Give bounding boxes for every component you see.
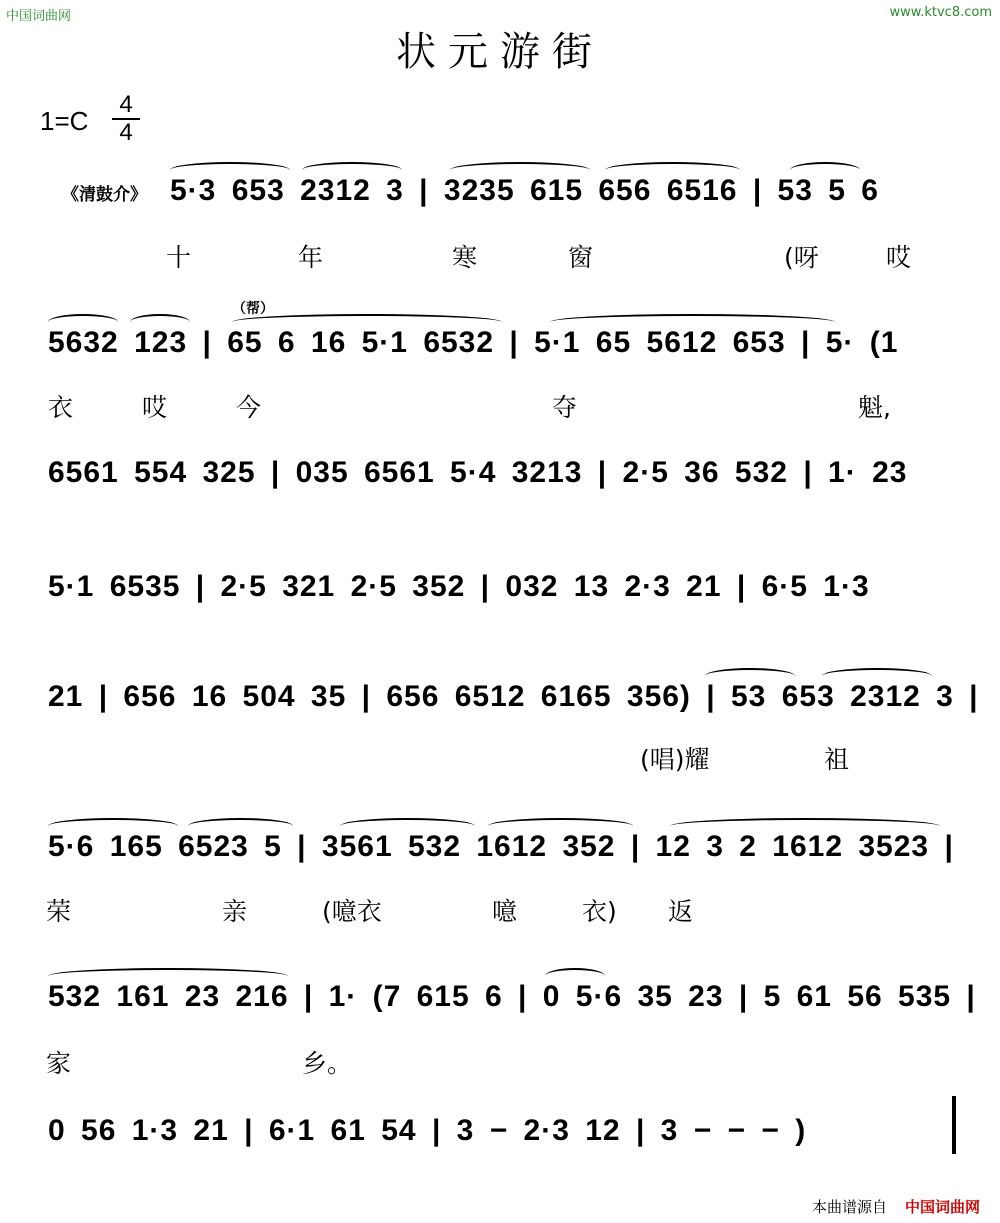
watermark-left: 中国词曲网 xyxy=(6,9,72,24)
slur xyxy=(232,314,502,330)
lyric: 哎 xyxy=(886,243,912,272)
lyric: 窗 xyxy=(568,243,594,272)
lyric: 衣) xyxy=(582,897,617,926)
lyric: 衣 xyxy=(48,393,74,422)
key-signature: 1=C xyxy=(40,106,89,136)
notation-line: 5·6 165 6523 5 | 3561 532 1612 352 | 12 3 2 1612 3523 | xyxy=(48,830,954,863)
lyric: 乡。 xyxy=(302,1049,353,1078)
slur xyxy=(670,818,940,834)
lyric: (呀 xyxy=(784,243,819,272)
slur xyxy=(822,668,932,684)
slur xyxy=(48,818,178,834)
slur xyxy=(605,162,740,178)
final-barline xyxy=(952,1096,956,1154)
slur xyxy=(130,314,190,330)
notation-line: 0 56 1·3 21 | 6·1 61 54 | 3 − 2·3 12 | 3 − − − ) xyxy=(48,1114,807,1147)
lyric: 荣 xyxy=(46,897,72,926)
lyric: 亲 xyxy=(222,897,248,926)
lyric: 家 xyxy=(46,1049,72,1078)
notation-line: 21 | 656 16 504 35 | 656 6512 6165 356) | 53 653 2312 3 | xyxy=(48,680,979,713)
notation-line: 6561 554 325 | 035 6561 5·4 3213 | 2·5 36 532 | 1· 23 xyxy=(48,456,908,489)
slur xyxy=(302,162,402,178)
notation-line: 5·3 653 2312 3 | 3235 615 656 6516 | 53 5 6 xyxy=(170,174,879,207)
score-system-8 xyxy=(40,1100,960,1168)
chorus-mark: （帮） xyxy=(232,301,274,317)
notation-line: 5632 123 | 65 6 16 5·1 6532 | 5·1 65 5612 653 | 5· (1 xyxy=(48,326,899,359)
lyric: 噫 xyxy=(492,897,518,926)
slur xyxy=(705,668,795,684)
lyric: 魁, xyxy=(858,393,891,422)
song-title: 状元游街 xyxy=(396,29,604,75)
slur xyxy=(48,968,288,984)
source-site: 中国词曲网 xyxy=(904,1198,980,1216)
lyric: (噫衣 xyxy=(322,897,382,926)
score-system-6 xyxy=(40,816,960,884)
slur xyxy=(488,818,633,834)
time-signature xyxy=(112,92,140,146)
score-system-4 xyxy=(40,556,960,624)
slur xyxy=(545,968,605,984)
score-system-1 xyxy=(40,160,960,228)
slur xyxy=(450,162,590,178)
watermark-right: www.ktvc8.com xyxy=(889,5,992,20)
lyric: 年 xyxy=(298,243,324,272)
source-label: 本曲谱源自 xyxy=(811,1198,887,1216)
lyric: (唱)耀 xyxy=(640,745,710,774)
score-system-2 xyxy=(40,312,960,380)
lyric: 哎 xyxy=(142,393,168,422)
slur xyxy=(170,162,290,178)
slur xyxy=(188,818,293,834)
meter-bottom: 4 xyxy=(119,119,133,146)
score-system-5 xyxy=(40,666,979,734)
notation-line: 5·1 6535 | 2·5 321 2·5 352 | 032 13 2·3 21 | 6·5 1·3 xyxy=(48,570,870,603)
lyric: 寒 xyxy=(452,243,478,272)
meter-top: 4 xyxy=(112,92,140,120)
lyric: 返 xyxy=(668,897,694,926)
source-credit xyxy=(812,1196,980,1217)
slur xyxy=(48,314,118,330)
notation-line: 532 161 23 216 | 1· (7 615 6 | 0 5·6 35 23 | 5 61 56 535 | xyxy=(48,980,976,1013)
lyric: 今 xyxy=(236,393,262,422)
score-system-7 xyxy=(40,966,976,1034)
slur xyxy=(340,818,475,834)
percussion-cue: 《清鼓介》 xyxy=(62,185,147,205)
slur xyxy=(790,162,860,178)
score-system-3 xyxy=(40,442,960,510)
lyric: 十 xyxy=(166,243,192,272)
slur xyxy=(550,314,835,330)
lyric: 祖 xyxy=(824,745,850,774)
lyric: 夺 xyxy=(552,393,578,422)
